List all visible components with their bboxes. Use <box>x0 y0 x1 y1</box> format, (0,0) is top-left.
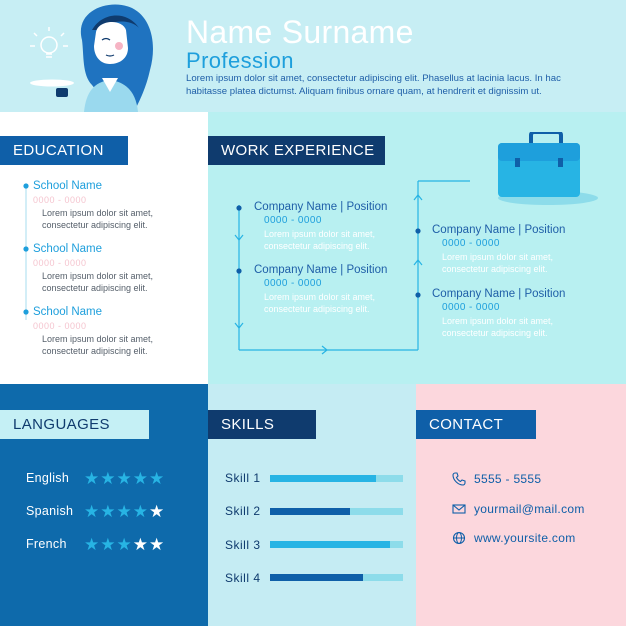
star-icon: ★ <box>149 535 166 554</box>
phone-icon <box>452 472 466 486</box>
skill-bar <box>270 541 403 548</box>
email-text[interactable]: yourmail@mail.com <box>474 501 585 516</box>
skill-label: Skill 1 <box>225 471 261 485</box>
contact-phone <box>452 471 541 486</box>
school-description: Lorem ipsum dolor sit amet, consectetur adipiscing elit. <box>42 334 154 356</box>
job-dates: 0000 - 0000 <box>442 302 500 313</box>
education-heading: EDUCATION <box>0 136 128 165</box>
school-description: Lorem ipsum dolor sit amet, consectetur adipiscing elit. <box>42 271 154 293</box>
company-name: Company Name | Position <box>432 224 566 236</box>
skills-heading: SKILLS <box>208 410 316 439</box>
job-dates: 0000 - 0000 <box>264 278 322 289</box>
company-name: Company Name | Position <box>254 264 388 276</box>
avatar-illustration <box>22 0 162 112</box>
company-name: Company Name | Position <box>432 288 566 300</box>
star-icon: ★ <box>100 469 117 488</box>
school-name: School Name <box>33 243 103 255</box>
school-name: School Name <box>33 180 103 192</box>
job-description: Lorem ipsum dolor sit amet, consectetur adipiscing elit. <box>264 229 376 251</box>
job-description: Lorem ipsum dolor sit amet, consectetur adipiscing elit. <box>442 316 554 338</box>
school-item <box>33 180 163 231</box>
globe-icon <box>452 531 466 545</box>
school-dates: 0000 - 0000 <box>33 258 87 268</box>
skill-label: Skill 3 <box>225 538 261 552</box>
phone-text: 5555 - 5555 <box>474 471 542 486</box>
job-item <box>254 201 389 252</box>
school-item <box>33 243 163 294</box>
star-icon: ★ <box>116 535 133 554</box>
star-icon: ★ <box>149 502 166 521</box>
lightbulb-icon <box>30 27 68 57</box>
skill-label: Skill 4 <box>225 571 261 585</box>
star-icon: ★ <box>132 535 149 554</box>
star-icon: ★ <box>84 535 101 554</box>
star-icon: ★ <box>116 469 133 488</box>
star-icon: ★ <box>132 502 149 521</box>
job-item <box>432 224 567 275</box>
job-dates: 0000 - 0000 <box>442 238 500 249</box>
skill-bar <box>270 508 403 515</box>
job-item <box>432 288 567 339</box>
star-icon: ★ <box>84 502 101 521</box>
company-name: Company Name | Position <box>254 201 388 213</box>
star-icon: ★ <box>116 502 133 521</box>
timeline-dot <box>23 183 28 188</box>
mail-icon <box>452 502 466 516</box>
language-name: Spanish <box>26 504 74 518</box>
language-rating <box>84 536 165 553</box>
school-name: School Name <box>33 306 103 318</box>
contact-email[interactable] <box>452 501 585 516</box>
school-dates: 0000 - 0000 <box>33 321 87 331</box>
timeline-dot <box>23 246 28 251</box>
briefcase-icon <box>498 132 598 212</box>
work-experience-heading: WORK EXPERIENCE <box>208 136 385 165</box>
job-item <box>254 264 389 315</box>
profession-heading: Profession <box>186 48 294 73</box>
star-icon: ★ <box>100 502 117 521</box>
timeline-dot <box>23 309 28 314</box>
star-icon: ★ <box>132 469 149 488</box>
job-description: Lorem ipsum dolor sit amet, consectetur adipiscing elit. <box>264 292 376 314</box>
language-name: English <box>26 471 70 485</box>
skill-bar <box>270 574 403 581</box>
skill-label: Skill 2 <box>225 504 261 518</box>
school-description: Lorem ipsum dolor sit amet, consectetur adipiscing elit. <box>42 208 154 230</box>
skill-bar-fill <box>270 541 390 548</box>
skill-bar <box>270 475 403 482</box>
star-icon: ★ <box>149 469 166 488</box>
skill-bar-fill <box>270 574 363 581</box>
languages-heading: LANGUAGES <box>0 410 149 439</box>
contact-website[interactable] <box>452 530 576 545</box>
job-dates: 0000 - 0000 <box>264 215 322 226</box>
website-text[interactable]: www.yoursite.com <box>474 530 576 545</box>
skill-bar-fill <box>270 475 376 482</box>
language-rating <box>84 470 165 487</box>
skill-bar-fill <box>270 508 350 515</box>
contact-heading: CONTACT <box>416 410 536 439</box>
job-description: Lorem ipsum dolor sit amet, consectetur adipiscing elit. <box>442 252 554 274</box>
star-icon: ★ <box>84 469 101 488</box>
name-heading: Name Surname <box>186 14 414 50</box>
summary-text: Lorem ipsum dolor sit amet, consectetur adipiscing elit. Phasellus at lacinia lacus. In hac habitasse platea dictumst. Aliquam finibus ornare quam, at hendrerit et dignissim ut. <box>186 73 561 97</box>
school-dates: 0000 - 0000 <box>33 195 87 205</box>
header-banner <box>0 0 626 112</box>
star-icon: ★ <box>100 535 117 554</box>
school-item <box>33 306 163 357</box>
language-rating <box>84 503 165 520</box>
education-timeline <box>20 180 32 340</box>
language-name: French <box>26 537 67 551</box>
